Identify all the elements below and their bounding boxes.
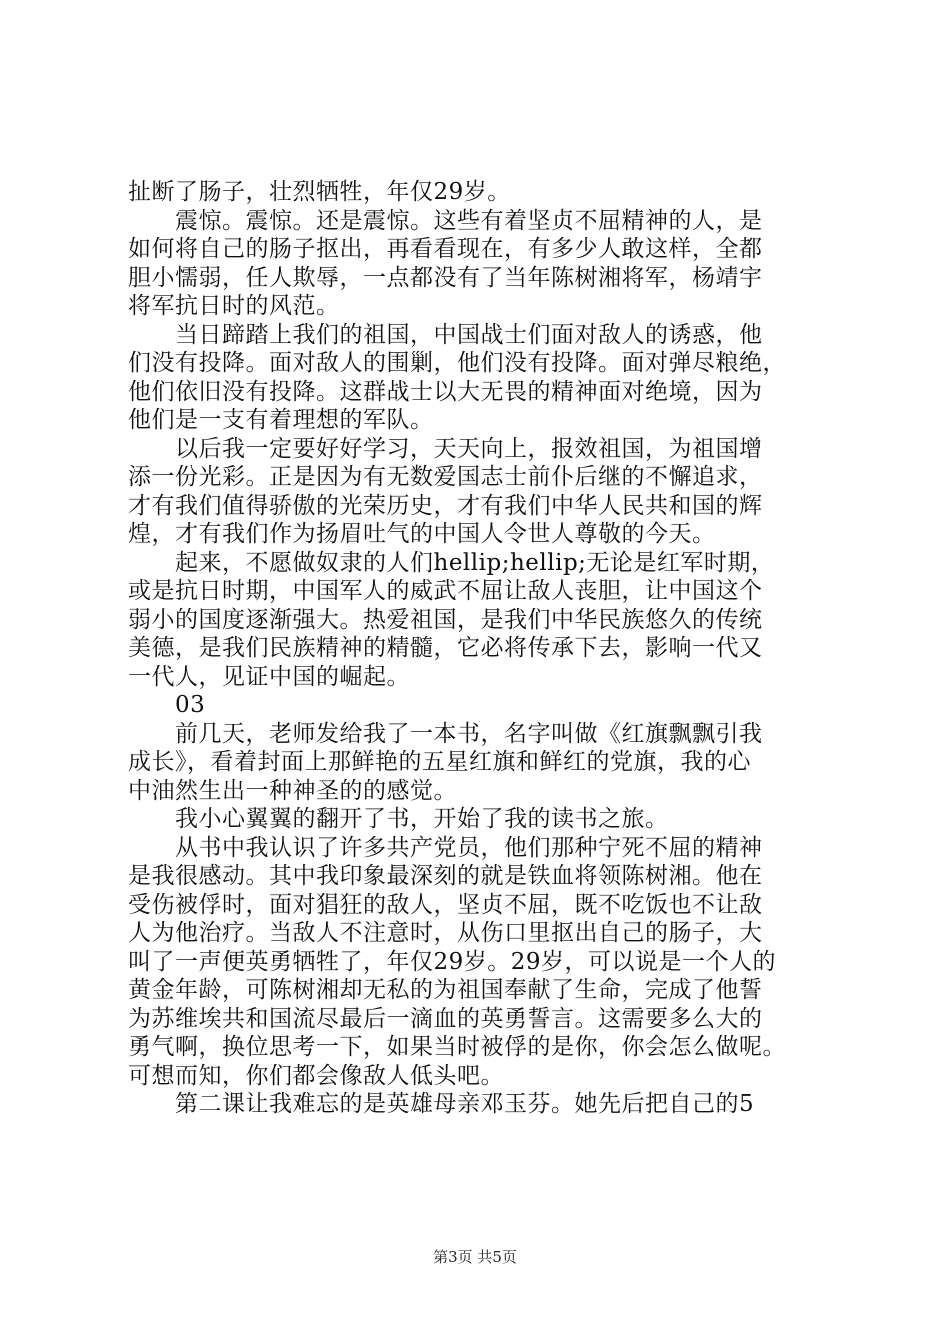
text-line: 才有我们值得骄傲的光荣历史，才有我们中华人民共和国的辉 bbox=[128, 492, 763, 519]
text-line: 他们是一支有着理想的军队。 bbox=[128, 407, 434, 433]
text-line: 们没有投降。面对敌人的围剿，他们没有投降。面对弹尽粮绝， bbox=[128, 350, 786, 376]
paragraph-start-line: 当日蹄踏上我们的祖国，中国战士们面对敌人的诱惑，他 bbox=[175, 321, 763, 348]
page-footer bbox=[0, 1246, 950, 1267]
paragraph-start-line: 以后我一定要好好学习，天天向上，报效祖国，为祖国增 bbox=[175, 435, 763, 462]
paragraph-start-line: 前几天，老师发给我了一本书，名字叫做《红旗飘飘引我 bbox=[175, 720, 763, 747]
text-line: 人为他治疗。当敌人不注意时，从伤口里抠出自己的肠子，大 bbox=[128, 920, 763, 946]
text-line: 中油然生出一种神圣的的感觉。 bbox=[128, 777, 457, 804]
text-line: 黄金年龄，可陈树湘却无私的为祖国奉献了生命，完成了他誓 bbox=[128, 977, 763, 1003]
text-line: 勇气啊，换位思考一下，如果当时被俘的是你，你会怎么做呢。 bbox=[128, 1034, 786, 1060]
text-line: 弱小的国度逐渐强大。热爱祖国，是我们中华民族悠久的传统 bbox=[128, 606, 763, 633]
text-line: 一代人，见证中国的崛起。 bbox=[128, 663, 410, 690]
text-line: 是我很感动。其中我印象最深刻的就是铁血将领陈树湘。他在 bbox=[128, 863, 763, 889]
paragraph-start-line: 第二课让我难忘的是英雄母亲邓玉芬。她先后把自己的5 bbox=[175, 1091, 755, 1117]
text-line: 叫了一声便英勇牺牲了，年仅29岁。29岁，可以说是一个人的 bbox=[128, 948, 777, 975]
text-line: 将军抗日时的风范。 bbox=[128, 293, 340, 319]
text-line: 如何将自己的肠子抠出，再看看现在，有多少人敢这样，全都 bbox=[128, 236, 763, 262]
text-line: 煌，才有我们作为扬眉吐气的中国人令世人尊敬的今天。 bbox=[128, 521, 716, 547]
text-line: 添一份光彩。正是因为有无数爱国志士前仆后继的不懈追求， bbox=[128, 464, 763, 490]
text-line: 胆小懦弱，任人欺辱，一点都没有了当年陈树湘将军，杨靖宇 bbox=[128, 264, 763, 291]
text-line: 受伤被俘时，面对猖狂的敌人，坚贞不屈，既不吃饭也不让敌 bbox=[128, 891, 763, 918]
paragraph-start-line: 震惊。震惊。还是震惊。这些有着坚贞不屈精神的人，是 bbox=[175, 207, 763, 234]
paragraph-start-line: 起来，不愿做奴隶的人们hellip;hellip;无论是红军时期， bbox=[175, 549, 775, 576]
text-line: 美德，是我们民族精神的精髓，它必将传承下去，影响一代又 bbox=[128, 635, 763, 661]
text-line: 扯断了肠子，壮烈牺牲，年仅29岁。 bbox=[128, 179, 511, 205]
page-number-label: 第3页 共5页 bbox=[433, 1248, 517, 1266]
text-line: 为苏维埃共和国流尽最后一滴血的英勇誓言。这需要多么大的 bbox=[128, 1005, 763, 1032]
text-line: 他们依旧没有投降。这群战士以大无畏的精神面对绝境，因为 bbox=[128, 378, 763, 405]
text-line: 成长》，看着封面上那鲜艳的五星红旗和鲜红的党旗，我的心 bbox=[128, 749, 751, 775]
text-line: 或是抗日时期，中国军人的威武不屈让敌人丧胆，让中国这个 bbox=[128, 578, 763, 604]
paragraph-start-line: 从书中我认识了许多共产党员，他们那种宁死不屈的精神 bbox=[175, 834, 763, 861]
document-body bbox=[128, 178, 828, 1119]
paragraph-start-line: 我小心翼翼的翻开了书，开始了我的读书之旅。 bbox=[175, 806, 669, 832]
section-number: 03 bbox=[175, 692, 206, 718]
text-line: 可想而知，你们都会像敌人低头吧。 bbox=[128, 1062, 504, 1089]
